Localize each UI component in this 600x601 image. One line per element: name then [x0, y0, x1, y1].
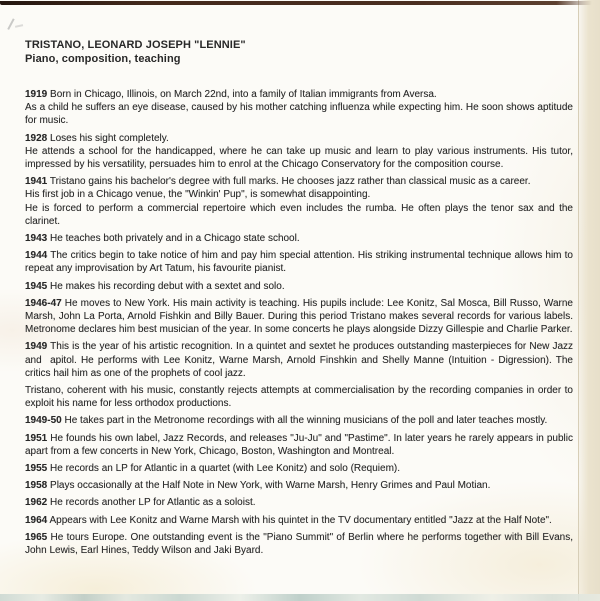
entry-line: He is forced to perform a commercial repertoire which even includes the rumba. He often plays the tenor sax and the clarinet.: [25, 202, 573, 227]
entry-line: 1943 He teaches both privately and in a Chicago state school.: [25, 233, 300, 245]
entry-year: 1944: [25, 250, 48, 262]
biography-entry: [25, 88, 573, 128]
page-right-edge-strip: [578, 0, 600, 601]
page-top-edge-bar: [0, 1, 592, 5]
entry-line: 1949-50 He takes part in the Metronome recordings with all the winning musicians of the poll and later teaches mostly.: [25, 415, 548, 427]
entry-year: 1949: [25, 341, 48, 353]
entry-line: 1958 Plays occasionally at the Half Note in New York, with Warne Marsh, Henry Grimes and Paul Motian.: [25, 480, 491, 492]
page-subtitle: Piano, composition, teaching: [25, 53, 181, 65]
entry-year: 1949-50: [25, 415, 62, 427]
entry-year: 1965: [25, 531, 48, 543]
entry-year: 1955: [25, 463, 48, 475]
entry-line: 1965 He tours Europe. One outstanding event is the "Piano Summit" of Berlin where he performs together with Bill Evans, John Lewis, Earl Hines, Teddy Wilson and Jaki Byard.: [25, 531, 573, 557]
entry-year: 1928: [25, 132, 48, 144]
scan-smudge-mark: [7, 16, 23, 36]
page-title: TRISTANO, LEONARD JOSEPH "LENNIE": [25, 39, 246, 51]
entry-line: 1941 Tristano gains his bachelor's degree with full marks. He chooses jazz rather than classical music as a career.: [25, 176, 531, 188]
biography-entry: [25, 531, 573, 557]
biography-entry: [25, 462, 573, 475]
entry-line: 1962 He records another LP for Atlantic as a soloist.: [25, 497, 256, 509]
biography-entry: [25, 132, 573, 172]
page-bottom-photo-edge: [0, 594, 600, 601]
biography-entry: [25, 496, 573, 509]
entry-year: 1941: [25, 176, 48, 188]
entry-line: 1944 The critics begin to take notice of him and pay him special attention. His striking instrumental technique allows him to repeat any improvisation by Art Tatum, his favourite pianist.: [25, 250, 573, 275]
biography-entry: [25, 514, 573, 527]
biography-entry: [25, 340, 573, 380]
biography-entry: [25, 175, 573, 228]
entry-line: Tristano, coherent with his music, constantly rejects attempts at commercialisation by the recording companies in order to exploit his name for less orthodox productions.: [25, 385, 573, 410]
entry-line: 1946-47 He moves to New York. His main activity is teaching. His pupils include: Lee Konitz, Sal Mosca, Bill Russo, Warne Marsh, John La Porta, Arnold Fishkin and Billy Bauer. During this period Tristano makes several records for various labels. Metronome declares him best musician of the year. In some concerts he plays alongside Dizzy Gillespie and Charlie Parker.: [25, 297, 573, 336]
entry-year: 1945: [25, 280, 48, 292]
entry-line: His first job in a Chicago venue, the "Winkin' Pup", is somewhat disappointing.: [25, 189, 371, 201]
entry-year: 1951: [25, 432, 48, 444]
entry-year: 1919: [25, 89, 48, 100]
entry-line: 1949 This is the year of his artistic recognition. In a quintet and sextet he produces outstanding masterpieces for New Jazz and apitol. He performs with Lee Konitz, Warne Marsh, Arnold Finshkin and Shelly Manne (Intuition - Digression). The critics hail him as one of the prophets of cool jazz.: [25, 341, 573, 379]
entry-year: 1962: [25, 497, 48, 509]
entry-line: 1955 He records an LP for Atlantic in a quartet (with Lee Konitz) and solo (Requiem).: [25, 463, 401, 475]
entry-line: 1951 He founds his own label, Jazz Records, and releases "Ju-Ju" and "Pastime". In later years he rarely appears in public apart from a few concerts in New York, Chicago, Boston, Washington and Montreal.: [25, 432, 573, 457]
entry-line: 1928 Loses his sight completely.: [25, 132, 169, 144]
biography-entry: [25, 297, 573, 337]
biography-entry: [25, 249, 573, 275]
entry-year: 1958: [25, 480, 48, 492]
entry-year: 1946-47: [25, 297, 62, 309]
entry-line: As a child he suffers an eye disease, caused by his mother catching influenza while expecting him. He soon shows aptitude for music.: [25, 102, 573, 127]
biography-entry: [25, 414, 573, 427]
biography-content: [25, 38, 573, 561]
entry-line: 1945 He makes his recording debut with a sextet and solo.: [25, 280, 285, 292]
biography-entry: [25, 232, 573, 245]
biography-entry: [25, 280, 573, 293]
biography-entries: [25, 88, 573, 557]
entry-line: 1964 Appears with Lee Konitz and Warne Marsh with his quintet in the TV documentary entitled "Jazz at the Half Note".: [25, 514, 552, 526]
biography-entry: [25, 479, 573, 492]
entry-line: 1919 Born in Chicago, Illinois, on March 22nd, into a family of Italian immigrants from Aversa.: [25, 89, 437, 100]
biography-entry: [25, 432, 573, 458]
entry-line: He attends a school for the handicapped, where he can take up music and learn to play various instruments. His tutor, impressed by his versatility, persuades him to enrol at the Chicago Conservatory for the composition course.: [25, 145, 573, 171]
entry-year: 1964: [25, 514, 48, 526]
entry-year: 1943: [25, 233, 48, 245]
biography-entry: [25, 384, 573, 410]
